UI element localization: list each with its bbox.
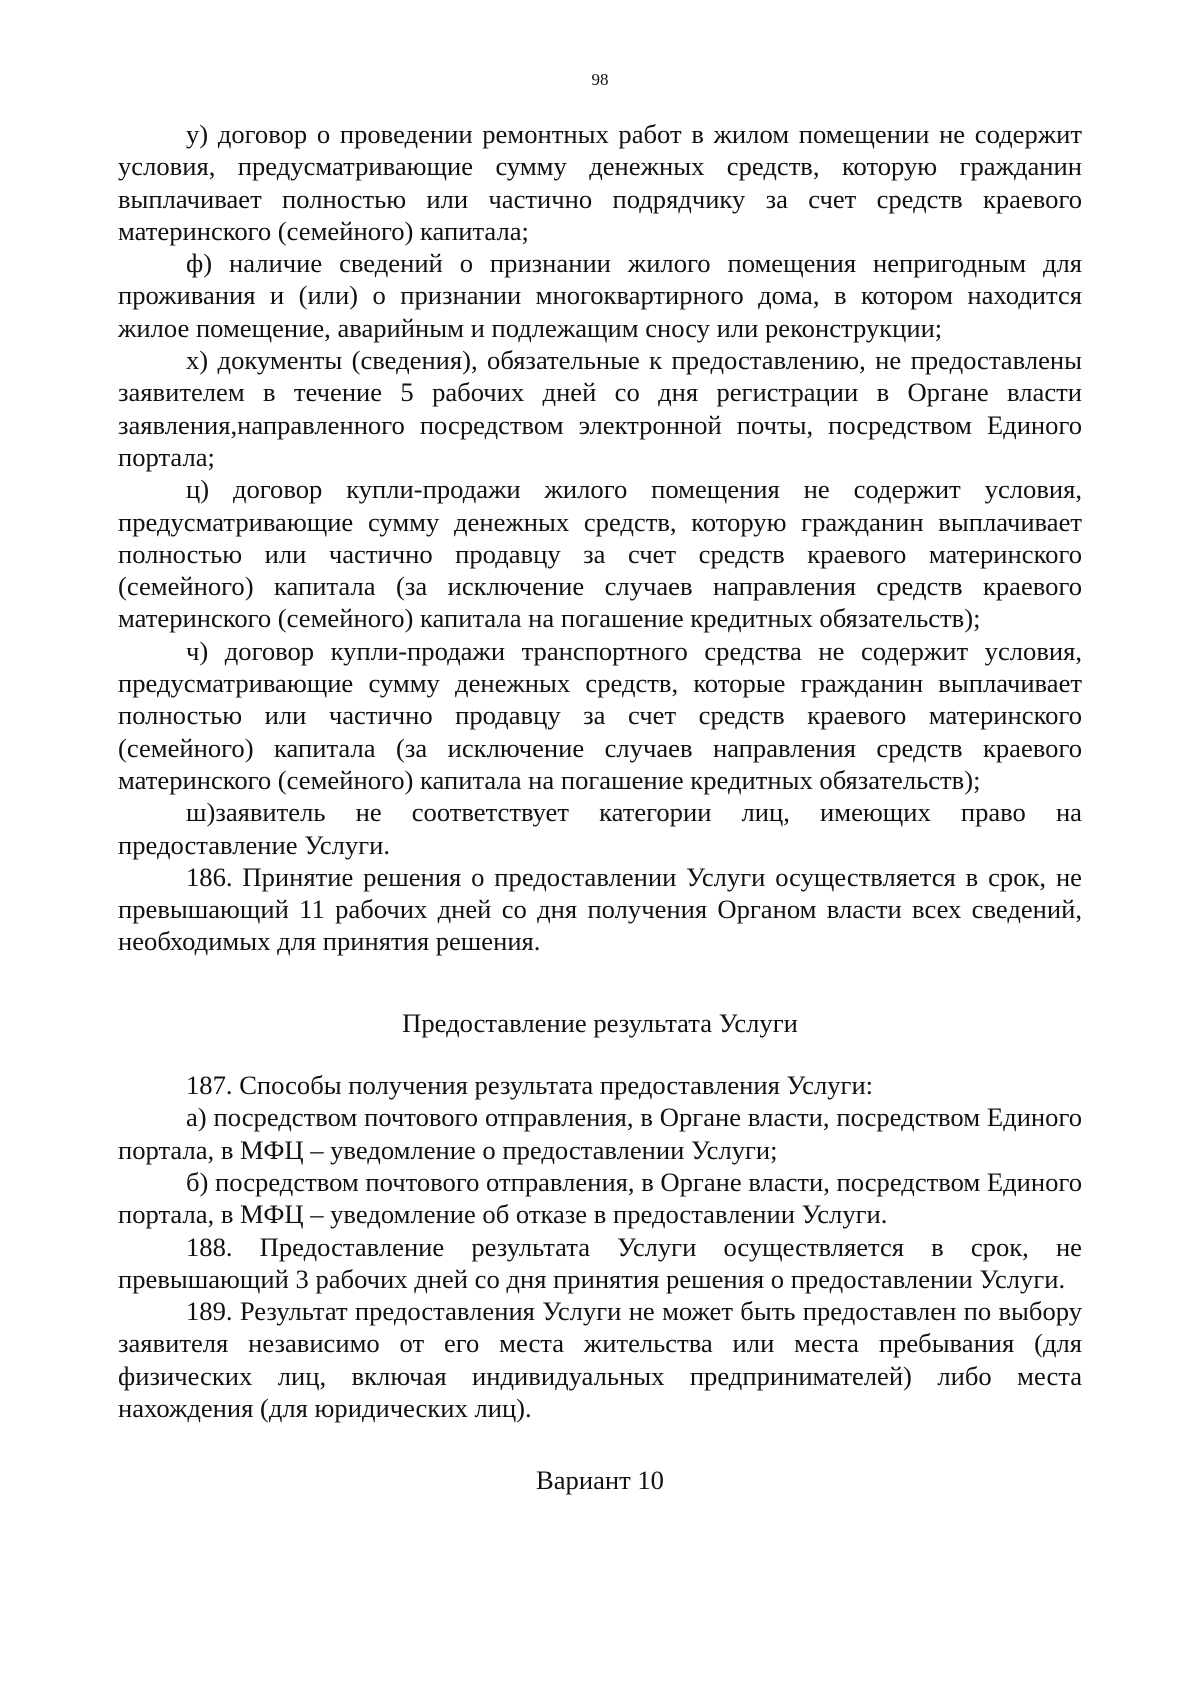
paragraph-186: 186. Принятие решения о предоставлении Услуги осуществляется в срок, не превышающий 11 рабочих дней со дня получения Органом власти всех сведений, необходимых для принятия решения. — [118, 861, 1082, 957]
page-number: 98 — [591, 70, 609, 89]
variant-heading: Вариант 10 — [536, 1465, 664, 1496]
document-body — [118, 118, 1082, 1497]
paragraph-u: у) договор о проведении ремонтных работ в жилом помещении не содержит условия, предусматривающие сумму денежных средств, которую гражданин выплачивает полностью или частично подрядчику за счет средств краевого материнского (семейного) капитала; — [118, 119, 1082, 246]
paragraph-f: ф) наличие сведений о признании жилого помещения непригодным для проживания и (или) о признании многоквартирного дома, в котором находится жилое помещение, аварийным и подлежащим сносу или реконструкции; — [118, 248, 1082, 343]
paragraph-187: 187. Способы получения результата предоставления Услуги: — [186, 1070, 874, 1101]
paragraph-sh: ш)заявитель не соответствует категории лиц, имеющих право на предоставление Услуги. — [118, 797, 1082, 860]
paragraph-ch: ч) договор купли-продажи транспортного средства не содержит условия, предусматривающие сумму денежных средств, которые гражданин выплачивает полностью или частично продавцу за счет средств краевого материнского (семейного) капитала (за исключение случаев направления средств краевого материнского (семейного) капитала на погашение кредитных обязательств); — [118, 635, 1082, 795]
section-heading: Предоставление результата Услуги — [402, 1007, 798, 1038]
paragraph-189: 189. Результат предоставления Услуги не может быть предоставлен по выбору заявителя независимо от его места жительства или места пребывания (для физических лиц, включая индивидуальных предпринимателей) либо места нахождения (для юридических лиц). — [118, 1296, 1082, 1423]
paragraph-ts: ц) договор купли-продажи жилого помещения не содержит условия, предусматривающие сумму денежных средств, которую гражданин выплачивает полностью или частично продавцу за счет средств краевого материнского (семейного) капитала (за исключение случаев направления средств краевого материнского (семейного) капитала на погашение кредитных обязательств); — [118, 474, 1082, 634]
paragraph-187-b: б) посредством почтового отправления, в Органе власти, посредством Единого портала, в МФЦ – уведомление об отказе в предоставлении Услуги. — [118, 1166, 1082, 1230]
paragraph-188: 188. Предоставление результата Услуги осуществляется в срок, не превышающий 3 рабочих дней со дня принятия решения о предоставлении Услуги. — [118, 1231, 1082, 1294]
paragraph-187-a: а) посредством почтового отправления, в Органе власти, посредством Единого портала, в МФЦ – уведомление о предоставлении Услуги; — [118, 1102, 1082, 1165]
paragraph-kh: х) документы (сведения), обязательные к предоставлению, не предоставлены заявителем в течение 5 рабочих дней со дня регистрации в Органе власти заявления,направленного посредством электронной почты, посредством Единого портала; — [118, 345, 1082, 472]
